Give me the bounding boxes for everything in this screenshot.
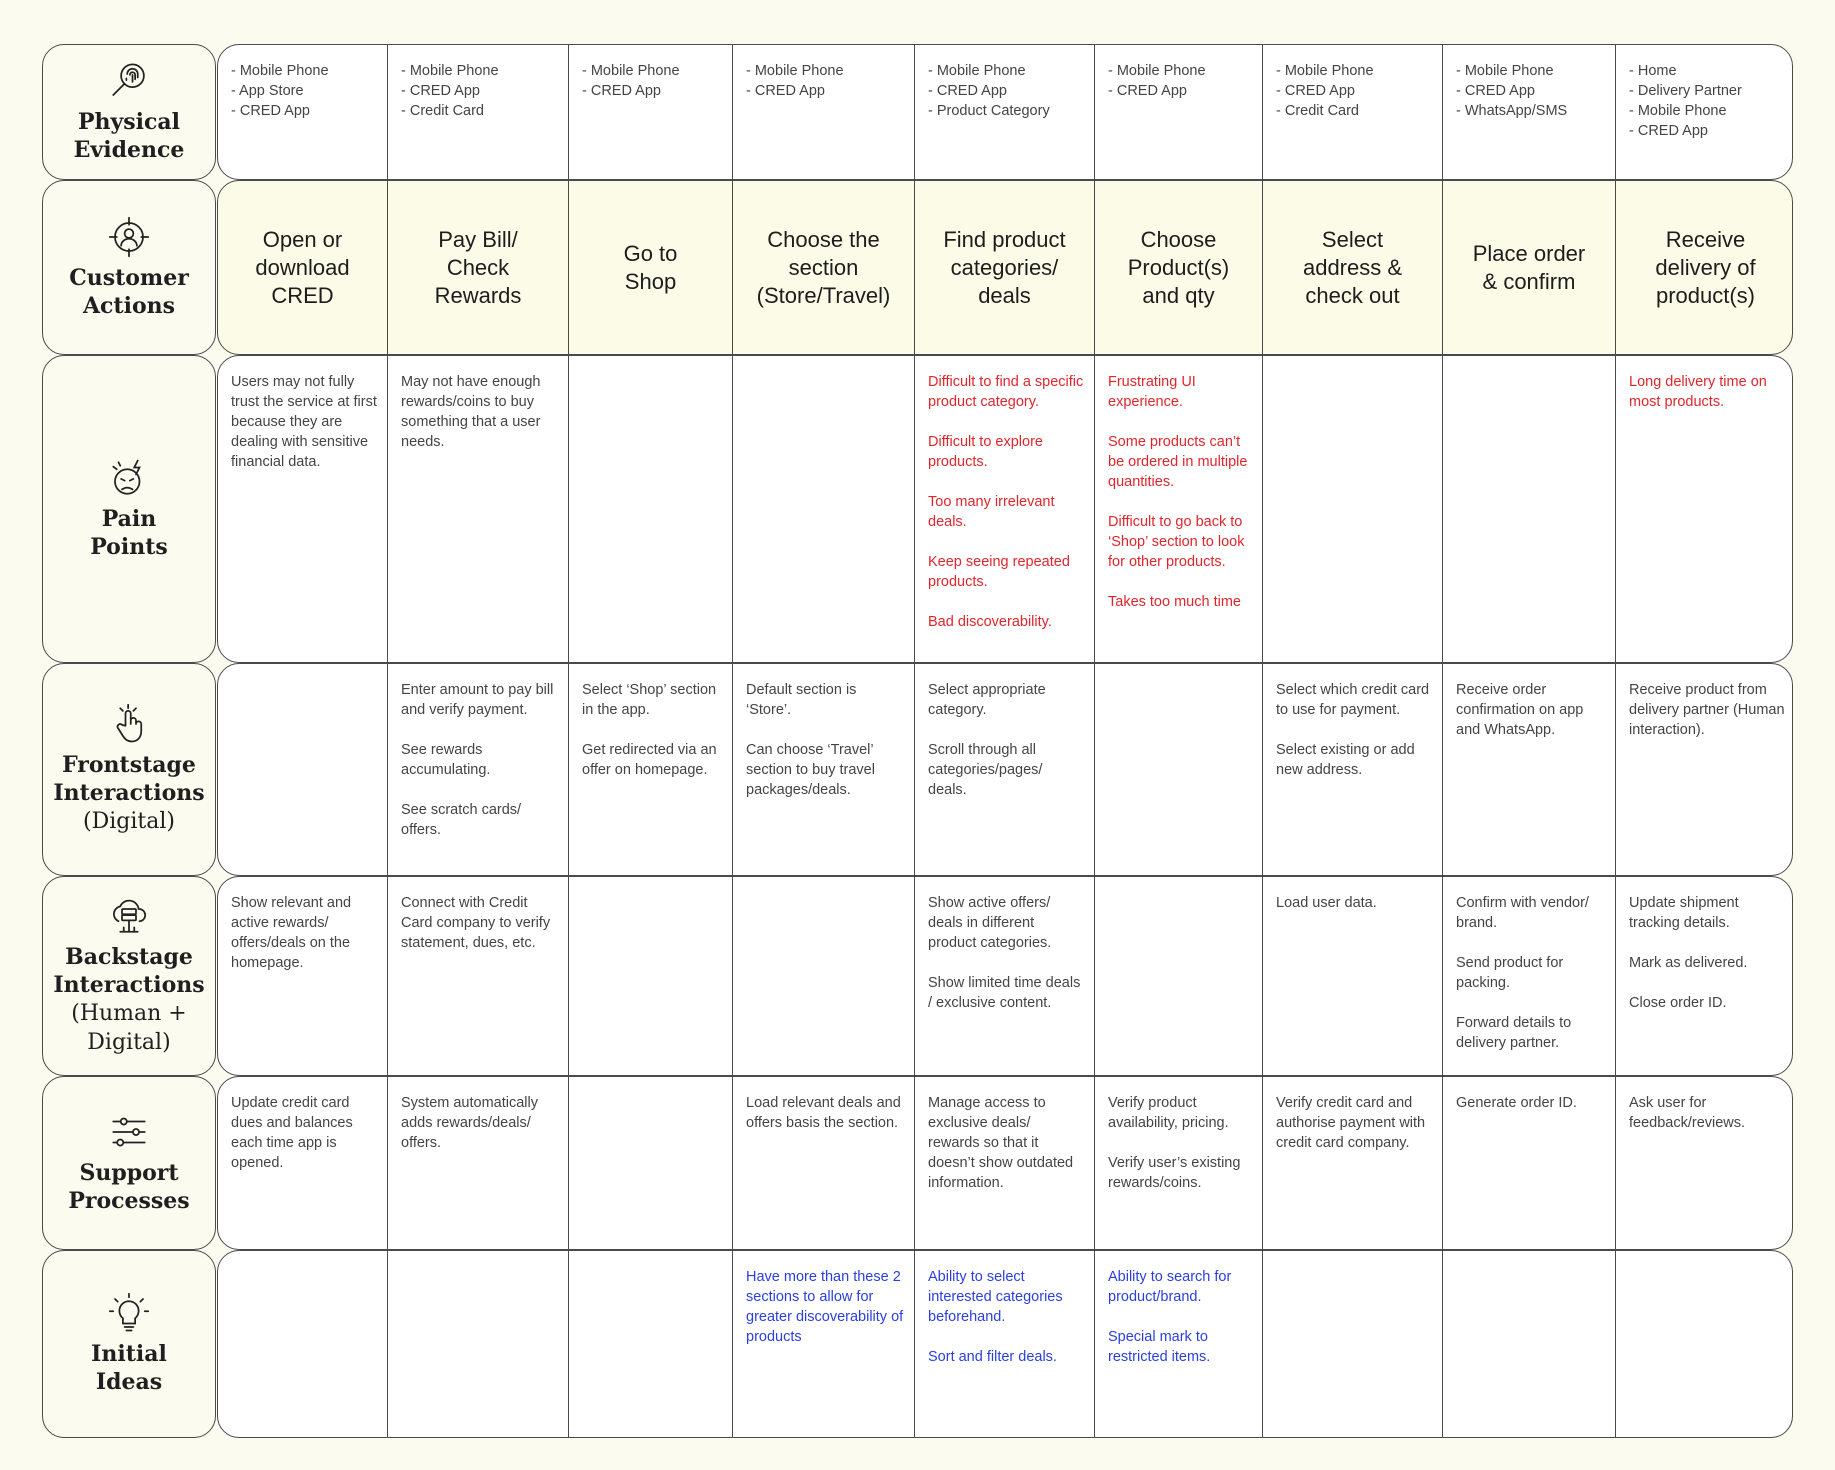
row-customer-actions <box>42 180 1793 355</box>
cell-paragraph: Receive order confirmation on app and WhatsApp. <box>1456 682 1584 738</box>
customer-action-cell: Choose the section (Store/Travel) <box>733 181 915 354</box>
cell-paragraph: Load user data. <box>1276 895 1377 911</box>
cell-paragraph: Send product for packing. <box>1456 955 1564 991</box>
row-label-physical-evidence <box>42 44 216 180</box>
idea-cell <box>569 1251 733 1437</box>
cell-paragraph: Select existing or add new address. <box>1276 742 1415 778</box>
physical-evidence-cell <box>1095 45 1263 179</box>
evidence-item: - Product Category <box>928 103 1050 119</box>
physical-evidence-cell <box>1443 45 1616 179</box>
row-label-text: Customer Actions <box>69 264 189 319</box>
evidence-item: - CRED App <box>1108 83 1187 99</box>
customer-action-cell: Open or download CRED <box>218 181 388 354</box>
support-cell <box>1263 1077 1443 1249</box>
idea-cell <box>1095 1251 1263 1437</box>
evidence-item: - Credit Card <box>1276 103 1359 119</box>
row-label-sub: (Digital) <box>83 809 175 834</box>
support-cell <box>1616 1077 1793 1249</box>
cell-paragraph: Ask user for feedback/reviews. <box>1629 1095 1746 1131</box>
backstage-cell <box>218 877 388 1075</box>
backstage-cell <box>1616 877 1793 1075</box>
cell-paragraph: Sort and filter deals. <box>928 1349 1057 1365</box>
backstage-cell <box>733 877 915 1075</box>
support-cell <box>915 1077 1095 1249</box>
evidence-item: - Mobile Phone <box>1276 63 1374 79</box>
sliders-icon <box>108 1111 150 1153</box>
backstage-cell <box>569 877 733 1075</box>
evidence-item: - CRED App <box>746 83 825 99</box>
pain-point-cell <box>915 356 1095 662</box>
customer-action-cell: Go to Shop <box>569 181 733 354</box>
cloud-server-icon <box>108 895 150 937</box>
cell-paragraph: Too many irrelevant deals. <box>928 494 1055 530</box>
cell-paragraph: System automatically adds rewards/deals/ offers. <box>401 1095 538 1151</box>
cell-paragraph: Scroll through all categories/pages/ deals. <box>928 742 1043 798</box>
row-label-frontstage <box>42 663 216 876</box>
backstage-cell <box>388 877 569 1075</box>
cell-paragraph: Takes too much time <box>1108 594 1241 610</box>
evidence-item: - Mobile Phone <box>1629 103 1727 119</box>
frontstage-cell <box>1616 664 1793 875</box>
frontstage-cell <box>1263 664 1443 875</box>
cell-paragraph: Show limited time deals / exclusive content. <box>928 975 1081 1011</box>
row-label-main: Frontstage Interactions <box>53 752 205 806</box>
pain-point-cell <box>733 356 915 662</box>
physical-evidence-cell <box>1263 45 1443 179</box>
cell-paragraph: Difficult to explore products. <box>928 434 1043 470</box>
pain-point-cell <box>218 356 388 662</box>
cell-paragraph: Verify user’s existing rewards/coins. <box>1108 1155 1241 1191</box>
cell-paragraph: Mark as delivered. <box>1629 955 1748 971</box>
ideas-grid <box>217 1250 1793 1438</box>
frontstage-cell <box>388 664 569 875</box>
cell-paragraph: Difficult to find a specific product category. <box>928 374 1084 410</box>
pain-points-grid <box>217 355 1793 663</box>
pain-point-cell <box>1616 356 1793 662</box>
customer-action-cell: Select address & check out <box>1263 181 1443 354</box>
idea-cell <box>1263 1251 1443 1437</box>
frontstage-cell <box>218 664 388 875</box>
cell-paragraph: Bad discoverability. <box>928 614 1052 630</box>
cell-paragraph: Confirm with vendor/ brand. <box>1456 895 1589 931</box>
frontstage-cell <box>569 664 733 875</box>
row-frontstage <box>42 663 1793 876</box>
cell-paragraph: Load relevant deals and offers basis the section. <box>746 1095 901 1131</box>
row-label-text <box>53 751 204 836</box>
support-cell <box>388 1077 569 1249</box>
physical-evidence-cell <box>218 45 388 179</box>
cell-paragraph: Receive product from delivery partner (Human interaction). <box>1629 682 1785 738</box>
cell-paragraph: Keep seeing repeated products. <box>928 554 1070 590</box>
lightbulb-icon <box>108 1292 150 1334</box>
row-label-backstage <box>42 876 216 1076</box>
cell-paragraph: See scratch cards/ offers. <box>401 802 522 838</box>
customer-action-cell: Find product categories/ deals <box>915 181 1095 354</box>
cell-paragraph: Select which credit card to use for payment. <box>1276 682 1430 718</box>
evidence-item: - Home <box>1629 63 1677 79</box>
evidence-item: - CRED App <box>1629 123 1708 139</box>
row-label-support-processes <box>42 1076 216 1250</box>
physical-evidence-grid <box>217 44 1793 180</box>
row-label-text: Pain Points <box>90 506 168 560</box>
evidence-item: - Mobile Phone <box>401 63 499 79</box>
pain-point-cell <box>1263 356 1443 662</box>
cell-paragraph: Difficult to go back to ‘Shop’ section to look for other products. <box>1108 514 1245 570</box>
evidence-item: - CRED App <box>231 103 310 119</box>
backstage-cell <box>1095 877 1263 1075</box>
tap-finger-icon <box>108 703 150 745</box>
idea-cell <box>218 1251 388 1437</box>
idea-cell <box>388 1251 569 1437</box>
row-backstage <box>42 876 1793 1076</box>
cell-paragraph: Show relevant and active rewards/ offers/deals on the homepage. <box>231 895 352 971</box>
customer-action-cell: Choose Product(s) and qty <box>1095 181 1263 354</box>
support-cell <box>218 1077 388 1249</box>
evidence-item: - Delivery Partner <box>1629 83 1742 99</box>
physical-evidence-cell <box>569 45 733 179</box>
support-cell <box>569 1077 733 1249</box>
physical-evidence-cell <box>1616 45 1793 179</box>
frontstage-cell <box>1095 664 1263 875</box>
frontstage-cell <box>915 664 1095 875</box>
cell-paragraph: Ability to search for product/brand. <box>1108 1269 1232 1305</box>
row-label-sub: (Human + Digital) <box>71 1001 187 1055</box>
idea-cell <box>1443 1251 1616 1437</box>
evidence-item: - Mobile Phone <box>231 63 329 79</box>
evidence-item: - CRED App <box>1456 83 1535 99</box>
row-label-text: Support Processes <box>68 1160 190 1214</box>
cell-paragraph: Connect with Credit Card company to verify statement, dues, etc. <box>401 895 551 951</box>
row-label-customer-actions <box>42 180 216 355</box>
cell-paragraph: Update shipment tracking details. <box>1629 895 1739 931</box>
pain-point-cell <box>569 356 733 662</box>
cell-paragraph: Users may not fully trust the service at first because they are dealing with sensitive financial data. <box>231 374 377 470</box>
cell-paragraph: Verify credit card and authorise payment with credit card company. <box>1276 1095 1426 1151</box>
cell-paragraph: Manage access to exclusive deals/ rewards so that it doesn’t show outdated information. <box>928 1095 1074 1191</box>
support-cell <box>733 1077 915 1249</box>
row-label-main: Backstage Interactions <box>53 944 205 998</box>
physical-evidence-cell <box>915 45 1095 179</box>
cell-paragraph: Default section is ‘Store’. <box>746 682 857 718</box>
backstage-cell <box>1443 877 1616 1075</box>
evidence-item: - CRED App <box>582 83 661 99</box>
evidence-item: - WhatsApp/SMS <box>1456 103 1568 119</box>
customer-action-cell: Receive delivery of product(s) <box>1655 226 1756 308</box>
frontstage-cell <box>733 664 915 875</box>
pain-point-cell <box>1443 356 1616 662</box>
idea-cell <box>733 1251 915 1437</box>
row-label-pain-points <box>42 355 216 663</box>
idea-cell <box>915 1251 1095 1437</box>
cell-paragraph: Generate order ID. <box>1456 1095 1577 1111</box>
evidence-item: - Mobile Phone <box>1108 63 1206 79</box>
support-cell <box>1095 1077 1263 1249</box>
row-label-text: Initial Ideas <box>91 1341 167 1395</box>
frustrated-face-icon <box>108 457 150 499</box>
row-pain-points <box>42 355 1793 663</box>
cell-paragraph: Forward details to delivery partner. <box>1456 1015 1572 1051</box>
evidence-item: - Credit Card <box>401 103 484 119</box>
cell-paragraph: Close order ID. <box>1629 995 1727 1011</box>
fingerprint-magnifier-icon <box>108 60 150 102</box>
cell-paragraph: Show active offers/ deals in different product categories. <box>928 895 1052 951</box>
backstage-grid <box>217 876 1793 1076</box>
backstage-cell <box>1263 877 1443 1075</box>
pain-point-cell <box>1095 356 1263 662</box>
cell-paragraph: Can choose ‘Travel’ section to buy travel packages/deals. <box>746 742 875 798</box>
evidence-item: - App Store <box>231 83 304 99</box>
evidence-item: - Mobile Phone <box>582 63 680 79</box>
evidence-item: - CRED App <box>928 83 1007 99</box>
row-label-initial-ideas <box>42 1250 216 1438</box>
cell-paragraph: Update credit card dues and balances each time app is opened. <box>231 1095 353 1171</box>
cell-paragraph: Long delivery time on most products. <box>1629 374 1767 410</box>
cell-paragraph: Enter amount to pay bill and verify payment. <box>401 682 554 718</box>
pain-point-cell <box>388 356 569 662</box>
idea-cell <box>1616 1251 1793 1437</box>
cell-paragraph: Select ‘Shop’ section in the app. <box>582 682 717 718</box>
cell-paragraph: Get redirected via an offer on homepage. <box>582 742 717 778</box>
frontstage-grid <box>217 663 1793 876</box>
physical-evidence-cell <box>733 45 915 179</box>
cell-paragraph: Some products can’t be ordered in multiple quantities. <box>1108 434 1248 490</box>
cell-paragraph: Ability to select interested categories beforehand. <box>928 1269 1063 1325</box>
evidence-item: - CRED App <box>1276 83 1355 99</box>
cell-paragraph: See rewards accumulating. <box>401 742 491 778</box>
customer-actions-grid <box>217 180 1793 355</box>
frontstage-cell <box>1443 664 1616 875</box>
target-person-icon <box>108 216 150 258</box>
customer-action-cell: Pay Bill/ Check Rewards <box>388 181 569 354</box>
cell-paragraph: Select appropriate category. <box>928 682 1046 718</box>
evidence-item: - Mobile Phone <box>1456 63 1554 79</box>
evidence-item: - CRED App <box>401 83 480 99</box>
evidence-item: - Mobile Phone <box>928 63 1026 79</box>
row-label-text: Physical Evidence <box>73 109 185 163</box>
cell-paragraph: Verify product availability, pricing. <box>1108 1095 1229 1131</box>
row-label-text <box>53 943 204 1057</box>
cell-paragraph: Have more than these 2 sections to allow for greater discoverability of products <box>746 1269 904 1345</box>
cell-paragraph: Frustrating UI experience. <box>1108 374 1196 410</box>
row-support-processes <box>42 1076 1793 1250</box>
row-initial-ideas <box>42 1250 1793 1438</box>
physical-evidence-cell <box>388 45 569 179</box>
cell-paragraph: May not have enough rewards/coins to buy something that a user needs. <box>401 374 541 450</box>
backstage-cell <box>915 877 1095 1075</box>
row-physical-evidence <box>42 44 1793 180</box>
cell-paragraph: Special mark to restricted items. <box>1108 1329 1211 1365</box>
evidence-item: - Mobile Phone <box>746 63 844 79</box>
support-grid <box>217 1076 1793 1250</box>
support-cell <box>1443 1077 1616 1249</box>
customer-action-cell: Place order & confirm <box>1443 181 1616 354</box>
